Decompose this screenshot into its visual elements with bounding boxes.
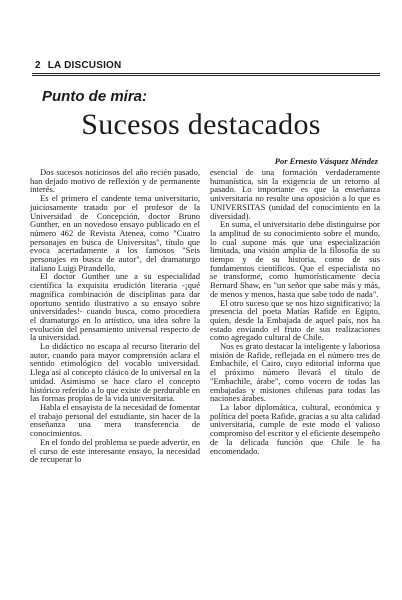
publication-name: LA DISCUSION [47,60,122,71]
header-rule-secondary [32,75,380,76]
article-byline: Por Ernesto Vásquez Méndez [274,156,378,166]
paragraph: En el fondo del problema se puede advertir, en el curso de este interesante ensayo, la necesidad de recuperar lo [30,436,200,465]
paragraph: En suma, el universitario debe distinguirse por la amplitud de su conocimiento sobre el mundo, lo cual supone más que una especialización limitada, una visión amplia de la filosofía de su tiempo y de su historia, como de sus fundamentos científicos. Que el especialista no se transforme, como humorísticamente decía Bernard Shaw, en "un señor que sabe más y más, de menos y menos, hasta que sabe todo de nada". [210,219,380,299]
paragraph: Dos sucesos noticiosos del año recién pasado, han dejado motivo de reflexión y de permanente interés. [30,167,200,195]
article-column-left [30,168,200,464]
article-headline: Sucesos destacados [81,108,321,141]
paragraph: Habla el ensayista de la necesidad de fomentar el trabajo personal del estudiante, sin hacer de la enseñanza una mera transferencia de conocimientos. [30,401,200,439]
paragraph: Lo didáctico no escapa al recurso literario del autor, cuando para mayor comprensión aclara el sentido etimológico del vocablo universidad. Llega así al concepto clásico de lo universal en la unidad. Asimismo se hace claro el concepto histórico referido a lo que existe de perdurable en las formas propias de la vida universitaria. [30,341,200,404]
article-column-right [210,168,380,455]
paragraph: El doctor Gunther une a su especialidad científica la exquisita erudición literaria -¡qué magnífica combinación de disciplinas para dar oportuno sentido ilustrativo a su ensayo sobre universidades!- cuando busca, como procediera el dramaturgo en lo artístico, una idea sobre la evolución del pensamiento universal respecto de la universidad. [30,271,200,343]
paragraph: El otro suceso que se nos hizo significativo; la presencia del poeta Matías Rafide en Egipto, quien, desde la Embajada de aquel país, nos ha estado enviando el fruto de sus realizaciones como agregado cultural de Chile. [210,297,380,343]
paragraph: Es el primero el candente tema universitario, juiciosamente tratado por el profesor de la Universidad de Concepción, doctor Bruno Gunther, en un novedoso ensayo publicado en el número 462 de Revista Atenea, como "Cuatro personajes en busca de Universitas", título que evoca acertadamente a los famosos "Seis personajes en busca de autor", del dramaturgo italiano Luigi Pirandello. [30,193,200,273]
header-rule [32,73,380,74]
page-number: 2 [35,60,41,71]
paragraph: La labor diplomática, cultural, económica y política del poeta Rafide, gracias a su alta calidad universitaria, cumple de este modo el valioso compromiso del escritor y el eficiente desempeño de la delicada función que Chile le ha encomendado. [210,401,380,456]
paragraph-continued: esencial de una formación verdaderamente humanística, sin la exigencia de un retorno al pasado. Lo importante es que la enseñanza universitaria no resulte una oposición a lo que es UNIVERSITAS (unidad del conocimiento en la diversidad). [210,167,380,221]
section-kicker: Punto de mira: [42,88,148,105]
page-header [35,60,380,71]
paragraph: Nos es grato destacar la inteligente y laboriosa misión de Rafide, reflejada en el número tres de Embachile, el Cairo, cuyo editorial informa que el próximo número llevará el título de "Embachile, árabe", como vocero de todas las embajadas y misiones chilenas para todas las naciones árabes. [210,341,380,404]
